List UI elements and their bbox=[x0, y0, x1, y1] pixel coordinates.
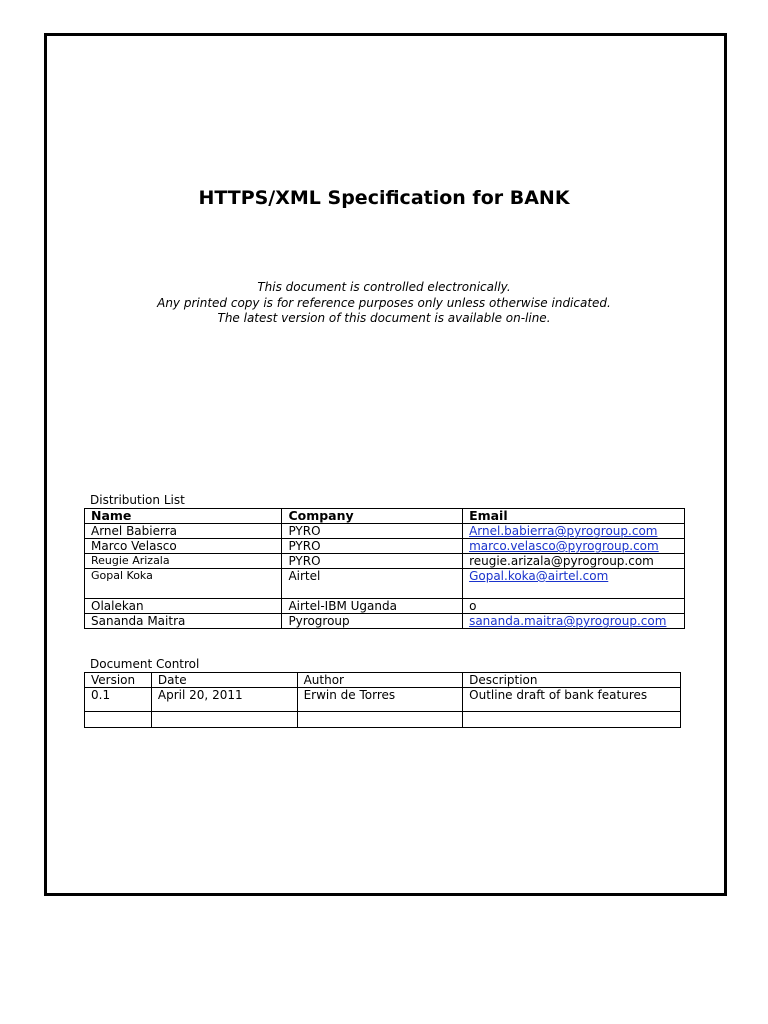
control-notice bbox=[0, 280, 768, 327]
name-cell: Gopal Koka bbox=[85, 569, 282, 599]
table-row bbox=[85, 688, 681, 712]
email-cell bbox=[463, 524, 685, 539]
document-control-table bbox=[84, 672, 681, 728]
email-cell bbox=[463, 614, 685, 629]
table-header-row bbox=[85, 509, 685, 524]
date-cell bbox=[151, 712, 297, 728]
email-link[interactable]: marco.velasco@pyrogroup.com bbox=[469, 539, 659, 553]
name-cell: Olalekan bbox=[85, 599, 282, 614]
author-cell: Erwin de Torres bbox=[297, 688, 463, 712]
company-cell: Pyrogroup bbox=[282, 614, 463, 629]
table-row bbox=[85, 524, 685, 539]
company-cell: PYRO bbox=[282, 524, 463, 539]
notice-line: The latest version of this document is available on-line. bbox=[217, 311, 551, 325]
description-cell bbox=[463, 712, 681, 728]
table-row bbox=[85, 712, 681, 728]
name-cell: Sananda Maitra bbox=[85, 614, 282, 629]
name-cell: Arnel Babierra bbox=[85, 524, 282, 539]
table-row bbox=[85, 614, 685, 629]
email-cell bbox=[463, 554, 685, 569]
column-header-date: Date bbox=[151, 673, 297, 688]
notice-line: This document is controlled electronically. bbox=[257, 280, 511, 294]
company-cell: PYRO bbox=[282, 539, 463, 554]
company-cell: Airtel bbox=[282, 569, 463, 599]
description-cell: Outline draft of bank features bbox=[463, 688, 681, 712]
column-header-name: Name bbox=[85, 509, 282, 524]
email-text: o bbox=[469, 599, 477, 613]
document-title: HTTPS/XML Specification for BANK bbox=[198, 187, 570, 209]
column-header-version: Version bbox=[85, 673, 152, 688]
table-row bbox=[85, 554, 685, 569]
distribution-table bbox=[84, 508, 685, 629]
table-row bbox=[85, 539, 685, 554]
company-cell: PYRO bbox=[282, 554, 463, 569]
table-header-row bbox=[85, 673, 681, 688]
email-text: reugie.arizala@pyrogroup.com bbox=[469, 554, 654, 568]
document-control-caption: Document Control bbox=[90, 657, 200, 671]
email-cell bbox=[463, 599, 685, 614]
version-cell: 0.1 bbox=[85, 688, 152, 712]
column-header-author: Author bbox=[297, 673, 463, 688]
email-cell bbox=[463, 539, 685, 554]
table-row bbox=[85, 569, 685, 599]
date-cell: April 20, 2011 bbox=[151, 688, 297, 712]
page-border bbox=[44, 33, 727, 896]
email-link[interactable]: Arnel.babierra@pyrogroup.com bbox=[469, 524, 658, 538]
author-cell bbox=[297, 712, 463, 728]
column-header-company: Company bbox=[282, 509, 463, 524]
column-header-email: Email bbox=[463, 509, 685, 524]
version-cell bbox=[85, 712, 152, 728]
email-cell bbox=[463, 569, 685, 599]
table-row bbox=[85, 599, 685, 614]
distribution-caption: Distribution List bbox=[90, 493, 185, 507]
email-link[interactable]: sananda.maitra@pyrogroup.com bbox=[469, 614, 667, 628]
company-cell: Airtel-IBM Uganda bbox=[282, 599, 463, 614]
column-header-description: Description bbox=[463, 673, 681, 688]
email-link[interactable]: Gopal.koka@airtel.com bbox=[469, 569, 609, 583]
name-cell: Reugie Arizala bbox=[85, 554, 282, 569]
name-cell: Marco Velasco bbox=[85, 539, 282, 554]
notice-line: Any printed copy is for reference purposes only unless otherwise indicated. bbox=[157, 295, 611, 310]
